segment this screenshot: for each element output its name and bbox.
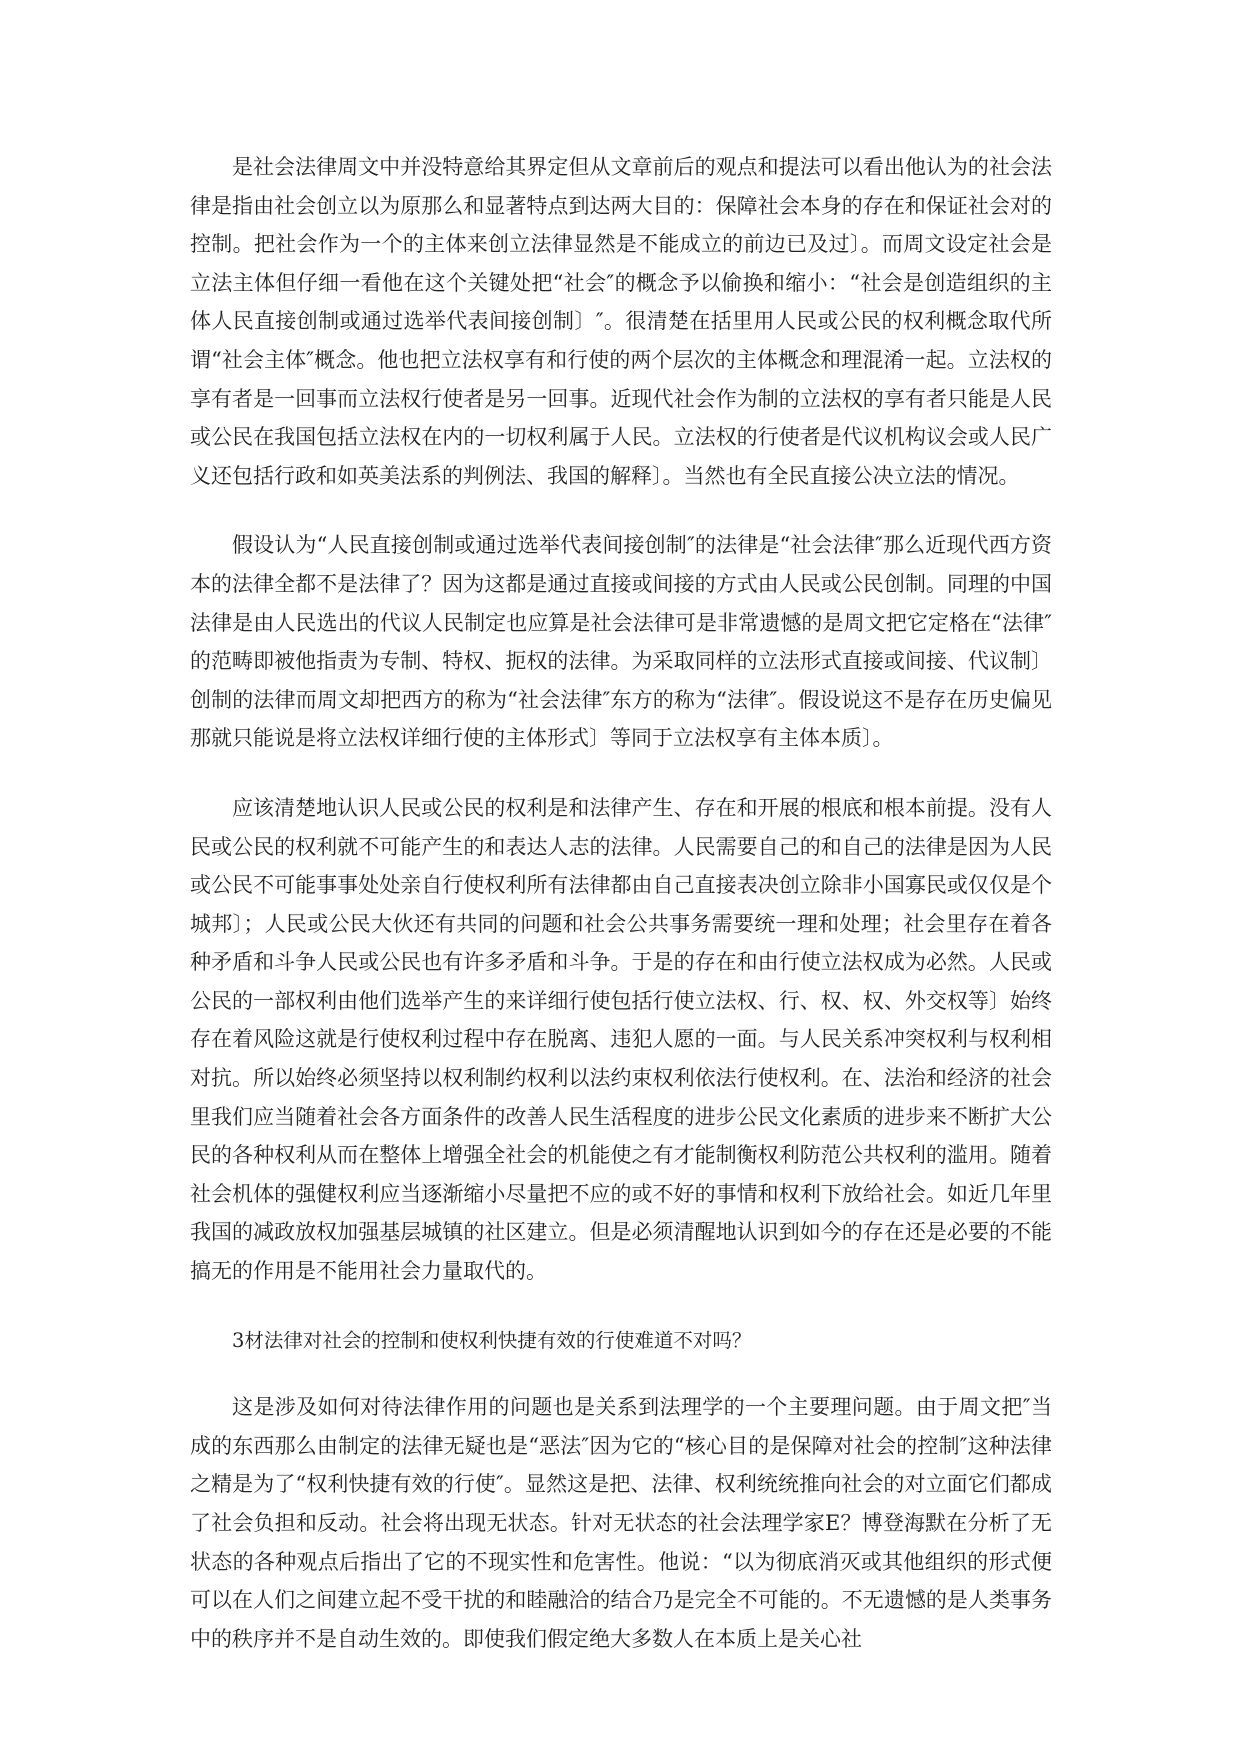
paragraph-5: 这是涉及如何对待法律作用的问题也是关系到法理学的一个主要理问题。由于周文把″当成的东西那么由制定的法律无疑也是“恶法″因为它的“核心目的是保障对社会的控制″这种法律之精是为了“权利快捷有效的行使″。显然这是把、法律、权利统统推向社会的对立面它们都成了社会负担和反动。社会将出现无状态。针对无状态的社会法理学家E？博登海默在分析了无状态的各种观点后指出了它的不现实性和危害性。他说：“以为彻底消灭或其他组织的形式便可以在人们之间建立起不受干扰的和睦融洽的结合乃是完全不可能的。不无遗憾的是人类事务中的秩序并不是自动生效的。即使我们假定绝大多数人在本质上是关心社 bbox=[190, 1395, 1052, 1651]
paragraph-3: 应该清楚地认识人民或公民的权利是和法律产生、存在和开展的根底和根本前提。没有人民或公民的权利就不可能产生的和表达人志的法律。人民需要自己的和自己的法律是因为人民或公民不可能事事处处亲自行使权利所有法律都由自己直接表决创立除非小国寡民或仅仅是个城邦〕；人民或公民大伙还有共同的问题和社会公共事务需要统一理和处理；社会里存在着各种矛盾和斗争人民或公民也有许多矛盾和斗争。于是的存在和由行使立法权成为必然。人民或公民的一部权利由他们选举产生的来详细行使包括行使立法权、行、权、权、外交权等〕始终存在着风险这就是行使权利过程中存在脱离、违犯人愿的一面。与人民关系冲突权利与权利相对抗。所以始终必须坚持以权利制约权利以法约束权利依法行使权利。在、法治和经济的社会里我们应当随着社会各方面条件的改善人民生活程度的进步公民文化素质的进步来不断扩大公民的各种权利从而在整体上增强全社会的机能使之有才能制衡权利防范公共权利的滥用。随着社会机体的强健权利应当逐渐缩小尽量把不应的或不好的事情和权利下放给社会。如近几年里我国的减政放权加强基层城镇的社区建立。但是必须清醒地认识到如今的存在还是必要的不能搞无的作用是不能用社会力量取代的。 bbox=[190, 795, 1052, 1284]
document-body bbox=[190, 148, 1052, 1689]
paragraph-2: 假设认为“人民直接创制或通过选举代表间接创制″的法律是“社会法律″那么近现代西方资本的法律全都不是法律了？因为这都是通过直接或间接的方式由人民或公民创制。同理的中国法律是由人民选出的代议人民制定也应算是社会法律可是非常遗憾的是周文把它定格在“法律″的范畴即被他指责为专制、特权、扼权的法律。为采取同样的立法形式直接或间接、代议制〕创制的法律而周文却把西方的称为“社会法律″东方的称为“法律″。假设说这不是存在历史偏见那就只能说是将立法权详细行使的主体形式〕等同于立法权享有主体本质〕。 bbox=[190, 533, 1052, 751]
paragraph-1: 是社会法律周文中并没特意给其界定但从文章前后的观点和提法可以看出他认为的社会法律是指由社会创立以为原那么和显著特点到达两大目的：保障社会本身的存在和保证社会对的控制。把社会作为一个的主体来创立法律显然是不能成立的前边已及过〕。而周文设定社会是立法主体但仔细一看他在这个关键处把“社会″的概念予以偷换和缩小：“社会是创造组织的主体人民直接创制或通过选举代表间接创制〕″。很清楚在括里用人民或公民的权利概念取代所谓“社会主体″概念。他也把立法权享有和行使的两个层次的主体概念和理混淆一起。立法权的享有者是一回事而立法权行使者是另一回事。近现代社会作为制的立法权的享有者只能是人民或公民在我国包括立法权在内的一切权利属于人民。立法权的行使者是代议机构议会或人民广义还包括行政和如英美法系的判例法、我国的解释〕。当然也有全民直接公决立法的情况。 bbox=[190, 155, 1052, 488]
section-question-3: 3材法律对社会的控制和使权利快捷有效的行使难道不对吗？ bbox=[232, 1328, 752, 1352]
